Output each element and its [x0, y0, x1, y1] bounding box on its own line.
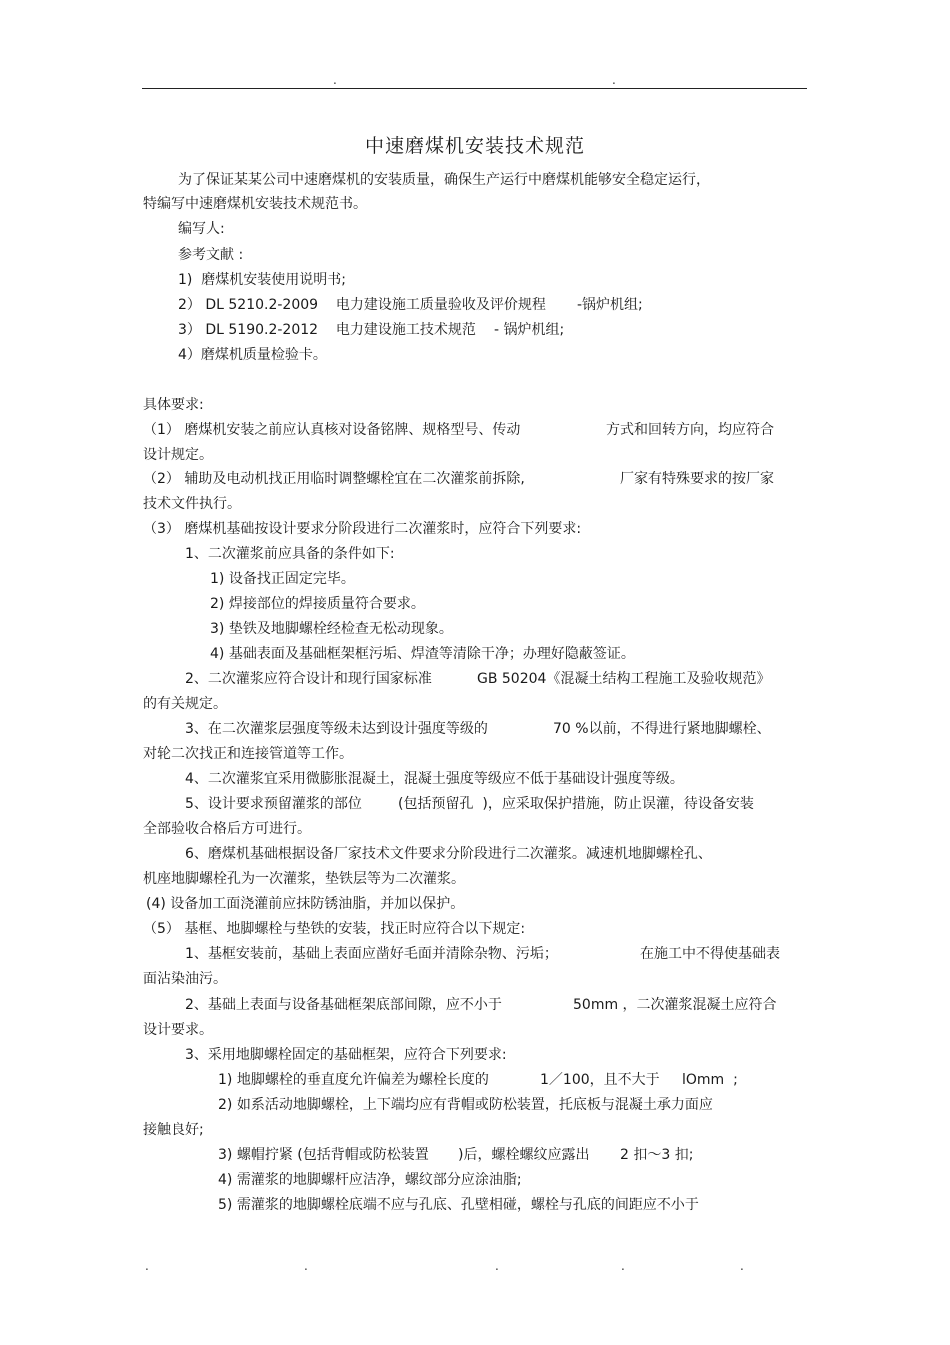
- req-5-3-5: 5) 需灌浆的地脚螺栓底端不应与孔底、孔壁相碰，螺栓与孔底的间距应不小于: [218, 1197, 699, 1213]
- references-heading: 参考文献 :: [178, 247, 244, 263]
- req-5-3-3-c: 2 扣～3 扣;: [620, 1147, 694, 1163]
- req-5-2-a: 2、基础上表面与设备基础框架底部间隙，应不小于: [185, 997, 502, 1013]
- req-5-3-1-a: 1) 地脚螺栓的垂直度允许偏差为螺栓长度的: [218, 1072, 489, 1088]
- reference-2-main: 2） DL 5210.2-2009 电力建设施工质量验收及评价规程: [178, 297, 546, 313]
- req-3-3-c: 对轮二次找正和连接管道等工作。: [143, 746, 353, 762]
- req-3-1-1: 1) 设备找正固定完毕。: [210, 571, 355, 587]
- footer-dot-2: .: [304, 1259, 308, 1273]
- req-3-1-4: 4) 基础表面及基础框架框污垢、焊渣等清除干净；办理好隐蔽签证。: [210, 646, 635, 662]
- req-2-a: （2） 辅助及电动机找正用临时调整螺栓宜在二次灌浆前拆除,: [143, 471, 525, 487]
- req-3-4: 4、二次灌浆宜采用微膨胀混凝土，混凝土强度等级应不低于基础设计强度等级。: [185, 771, 684, 787]
- req-1-b: 方式和回转方向，均应符合: [606, 422, 774, 438]
- req-4: (4) 设备加工面浇灌前应抹防锈油脂，并加以保护。: [146, 896, 465, 912]
- req-5-3-3-b: )后，螺栓螺纹应露出: [458, 1147, 590, 1163]
- reference-2-suffix: -锅炉机组;: [577, 297, 643, 313]
- header-rule: [142, 88, 807, 89]
- req-3-6-b: 机座地脚螺栓孔为一次灌浆，垫铁层等为二次灌浆。: [143, 871, 465, 887]
- req-3-6-a: 6、磨煤机基础根据设备厂家技术文件要求分阶段进行二次灌浆。减速机地脚螺栓孔、: [185, 846, 712, 862]
- req-5-3-1-b: 1／100，且不大于: [540, 1072, 660, 1088]
- req-2-c: 技术文件执行。: [143, 496, 241, 512]
- req-5-2-b: 50mm ，二次灌浆混凝土应符合: [573, 997, 777, 1013]
- req-3-2-a: 2、二次灌浆应符合设计和现行国家标准: [185, 671, 432, 687]
- reference-3-main: 3） DL 5190.2-2012 电力建设施工技术规范: [178, 322, 476, 338]
- req-3-3-a: 3、在二次灌浆层强度等级未达到设计强度等级的: [185, 721, 488, 737]
- req-3: （3） 磨煤机基础按设计要求分阶段进行二次灌浆时，应符合下列要求:: [143, 521, 582, 537]
- req-3-2-c: 的有关规定。: [143, 696, 227, 712]
- req-3-5-c: 全部验收合格后方可进行。: [143, 821, 311, 837]
- footer-dot-3: .: [495, 1259, 499, 1273]
- intro-line-1: 为了保证某某公司中速磨煤机的安装质量，确保生产运行中磨煤机能够安全稳定运行，: [178, 172, 710, 188]
- req-3-1-2: 2) 焊接部位的焊接质量符合要求。: [210, 596, 425, 612]
- req-3-1: 1、二次灌浆前应具备的条件如下:: [185, 546, 395, 562]
- req-3-5-b: (包括预留孔 )，应采取保护措施，防止误灌，待设备安装: [398, 796, 754, 812]
- req-5-3-4: 4) 需灌浆的地脚螺杆应洁净，螺纹部分应涂油脂;: [218, 1172, 522, 1188]
- req-3-5-a: 5、设计要求预留灌浆的部位: [185, 796, 362, 812]
- author-label: 编写人:: [178, 221, 225, 237]
- req-5-3-2-b: 接触良好;: [143, 1122, 204, 1138]
- req-5-1-a: 1、基框安装前，基础上表面应凿好毛面并清除杂物、污垢；: [185, 946, 558, 962]
- req-5-3-2-a: 2) 如系活动地脚螺栓，上下端均应有背帽或防松装置，托底板与混凝土承力面应: [218, 1097, 713, 1113]
- req-5-3-1-c: lOmm ;: [682, 1072, 738, 1088]
- document-title: 中速磨煤机安装技术规范: [364, 135, 585, 157]
- footer-dot-1: .: [145, 1259, 149, 1273]
- req-3-3-b: 70 %以前，不得进行紧地脚螺栓、: [553, 721, 771, 737]
- req-1-a: （1） 磨煤机安装之前应认真核对设备铭牌、规格型号、传动: [143, 422, 521, 438]
- req-5-2-c: 设计要求。: [143, 1022, 213, 1038]
- req-3-2-b: GB 50204《混凝土结构工程施工及验收规范》: [477, 671, 771, 687]
- reference-4: 4）磨煤机质量检验卡。: [178, 347, 327, 363]
- reference-3-suffix: - 锅炉机组;: [494, 322, 565, 338]
- req-5-1-c: 面沾染油污。: [143, 971, 227, 987]
- req-5-3: 3、采用地脚螺栓固定的基础框架，应符合下列要求:: [185, 1047, 507, 1063]
- header-dot-right: .: [612, 73, 616, 87]
- reference-1: 1) 磨煤机安装使用说明书;: [178, 272, 346, 288]
- req-5: （5） 基框、地脚螺栓与垫铁的安装，找正时应符合以下规定:: [143, 921, 526, 937]
- intro-line-2: 特编写中速磨煤机安装技术规范书。: [143, 196, 367, 212]
- footer-dot-5: .: [740, 1259, 744, 1273]
- header-dot-left: .: [333, 73, 337, 87]
- req-2-b: 厂家有特殊要求的按厂家: [620, 471, 774, 487]
- req-1-c: 设计规定。: [143, 447, 213, 463]
- requirements-heading: 具体要求:: [143, 397, 204, 413]
- req-3-1-3: 3) 垫铁及地脚螺栓经检查无松动现象。: [210, 621, 453, 637]
- req-5-3-3-a: 3) 螺帽拧紧 (包括背帽或防松装置: [218, 1147, 429, 1163]
- req-5-1-b: 在施工中不得使基础表: [640, 946, 780, 962]
- footer-dot-4: .: [621, 1259, 625, 1273]
